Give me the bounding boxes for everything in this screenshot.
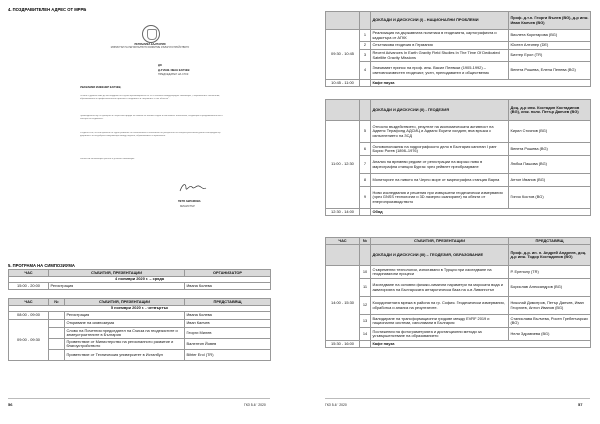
col-header-organizer: ОРГАНИЗАТОР bbox=[185, 270, 271, 277]
session-header-row bbox=[326, 245, 591, 266]
table-row bbox=[326, 174, 591, 187]
footer-divider bbox=[325, 398, 590, 399]
footer-divider bbox=[8, 398, 270, 399]
program-table-day1 bbox=[8, 269, 271, 290]
table-row bbox=[326, 50, 591, 62]
table-row bbox=[326, 315, 591, 328]
row-presenter: Георги Милев bbox=[185, 328, 271, 339]
table-row bbox=[326, 121, 591, 143]
row-number: 1 bbox=[360, 30, 371, 42]
col-header-time: ЧАС bbox=[9, 299, 49, 306]
letter-salutation: УВАЖАЕМИ ИНЖЕНЕР КАЛЧЕВ, bbox=[80, 86, 122, 89]
col-header-presenter: ПРЕДСТАВЯЩ bbox=[509, 238, 591, 245]
row-event: Координатната мрежа в района на гр. София. Геодезически измервания, обработка и анализ на резултатите. bbox=[371, 297, 509, 315]
table-row bbox=[326, 297, 591, 315]
row-event: Постижения на фотограметрията и дистанционни методи за усъвършенстване на образованието bbox=[371, 328, 509, 341]
row-event: Recent Advances In Earth Gravity Field Studies In The Time Of Dedicated Satellite Gravity Missions bbox=[371, 50, 509, 62]
row-number: 9 bbox=[360, 187, 371, 209]
row-presenter: Виолета Коритарова (BG) bbox=[509, 30, 591, 42]
table-row bbox=[326, 187, 591, 209]
session-chairs: Доц. д-р инж. Костадин Костадинов (BG), инж. полк. Петър Данчев (BG) bbox=[509, 100, 591, 121]
row-presenter: Гинчо Костов (BG) bbox=[509, 187, 591, 209]
table-row bbox=[9, 312, 271, 320]
row-presenter: Нели Здравчева (BG) bbox=[509, 328, 591, 341]
session-chairs: Проф. д-р. ин. н. Андрей Андреев, доц. д-р инж. Тодор Костадинов (BG) bbox=[509, 245, 591, 266]
table-header-row bbox=[9, 299, 271, 306]
section-5-title: 5. ПРОГРАМА НА СИМПОЗИУМА bbox=[8, 263, 75, 268]
row-event: Слово на Почетния председател на Съюза на геодезистите и земеустроителите в България bbox=[65, 328, 185, 339]
row-number: 6 bbox=[360, 143, 371, 156]
row-event: Относно въздействието, резултат на икономическата активност на Адвенс Терафонд АДСИЦ и Адванс Екуити холдинг, във връзка с изпълнението на ЗСД bbox=[371, 121, 509, 143]
row-number: 8 bbox=[360, 174, 371, 187]
section-4-title: 4. ПОЗДРАВИТЕЛЕН АДРЕС ОТ МРРБ bbox=[8, 7, 87, 12]
table-row bbox=[9, 328, 271, 339]
row-presenter: Венета Рошева (BG) bbox=[509, 143, 591, 156]
table-row bbox=[326, 42, 591, 50]
row-time: 10:45 - 11:00 bbox=[326, 80, 360, 87]
break-label: Обяд bbox=[371, 209, 591, 216]
row-number: 14 bbox=[360, 328, 371, 341]
congratulation-letter bbox=[62, 22, 238, 232]
letter-signer-title: МИНИСТЪР bbox=[180, 205, 195, 208]
table-header-row bbox=[9, 270, 271, 277]
col-header-time: ЧАС bbox=[9, 270, 49, 277]
col-header-events: СЪБИТИЯ, ПРЕЗЕНТАЦИИ bbox=[49, 270, 185, 277]
row-presenter: Любка Пашова (BG) bbox=[509, 156, 591, 174]
col-header-events: СЪБИТИЯ, ПРЕЗЕНТАЦИИ bbox=[371, 238, 509, 245]
row-presenter: Венета Рошева, Елена Пенева (BG) bbox=[509, 62, 591, 80]
row-number: 11 bbox=[360, 279, 371, 297]
row-event: Регистрация bbox=[49, 283, 185, 290]
row-event: Съвременни технологии, използвани в Турция при изследване на геодинамични процеси bbox=[371, 266, 509, 279]
row-presenter: Юсеел Алтинер (DE) bbox=[509, 42, 591, 50]
right-page bbox=[300, 0, 600, 424]
session-chairs: Проф. д.т.н. Георги Вълев (BG), д-р инж. Иван Калчев (BG) bbox=[509, 12, 591, 30]
row-time: 08:00 - 09:00 bbox=[9, 312, 49, 320]
letter-paragraph: Убедена съм, че във времето на бурно развитие на технологиите и засилване на употребата на геопространствени данни този форум ще допринесе за по-добрата комуникация между науката, образованието и практиката. bbox=[80, 132, 221, 137]
table-row bbox=[9, 283, 271, 290]
row-presenter: Николай Димитров, Петър Данчев, Иван Георгиев, Антон Иванов (BG) bbox=[509, 297, 591, 315]
row-number: 12 bbox=[360, 297, 371, 315]
letter-signer-name: ПЕТЯ АВРАМОВА bbox=[178, 200, 201, 203]
letter-to: ДО bbox=[158, 64, 162, 67]
coat-of-arms-icon bbox=[142, 25, 160, 43]
program-table-session1 bbox=[325, 11, 591, 87]
row-event: Валидиране на трансформационни гридове между EVRF 2019 и национални системи, използвани в България bbox=[371, 315, 509, 328]
table-row bbox=[326, 279, 591, 297]
row-number: 13 bbox=[360, 315, 371, 328]
session-header-row bbox=[326, 100, 591, 121]
table-row bbox=[326, 266, 591, 279]
row-time: 12:30 - 14:00 bbox=[326, 209, 360, 216]
row-time: 09:30 - 10:45 bbox=[326, 30, 360, 80]
page-number: 56 bbox=[8, 402, 13, 407]
row-time: 14:00 - 15:30 bbox=[326, 266, 360, 341]
table-row bbox=[326, 62, 591, 80]
row-presenter: Борислав Александров (BG) bbox=[509, 279, 591, 297]
letter-ministry-line2: МИНИСТЪР НА РЕГИОНАЛНОТО РАЗВИТИЕ И БЛАГОУСТРОЙСТВОТО bbox=[110, 47, 190, 49]
break-row bbox=[326, 209, 591, 216]
row-event: Приветствие от Министерство на регионалното развитие и благоустройството bbox=[65, 339, 185, 350]
table-row bbox=[326, 328, 591, 341]
row-presenter: Ивана Колева bbox=[185, 312, 271, 320]
col-header-number: № bbox=[360, 238, 371, 245]
program-table-session2 bbox=[325, 99, 591, 216]
row-presenter: Иван Калчев bbox=[185, 320, 271, 328]
letter-paragraph: За мен е удоволствие да Ви поздравя по случай организирането на XXX юбилеен международен симпозиум „Съвременните технологии, образованието и професионалната практика в геодезията и свързаните с нея области“. bbox=[80, 95, 220, 100]
row-presenter: Бихтер Ерол (TR) bbox=[509, 50, 591, 62]
col-header-number: № bbox=[49, 299, 65, 306]
page-number: 57 bbox=[578, 402, 583, 407]
letter-ministry-line1: РЕПУБЛИКА БЪЛГАРИЯ bbox=[134, 43, 166, 46]
letter-paragraph: Провеждането му се превърна в съществен форум за обмяна на знания и идеи в най-новите технологии, тенденции и предизвикателства в сектора на геодезията. bbox=[80, 115, 223, 120]
row-event: Изследване на основни физико-химични параметри на морската вода и акваторията на Българската антарктическа база на о-в Ливингстън bbox=[371, 279, 509, 297]
row-event: Регистрация bbox=[65, 312, 185, 320]
row-number: 5 bbox=[360, 121, 371, 143]
row-event: Мониторинг на нивото на Черно море от мареографна станция Варна bbox=[371, 174, 509, 187]
magazine-issue: ГКЗ 5-6 ' 2020 bbox=[244, 402, 266, 407]
row-event: Значимият принос на проф. инж. Васил Пеевски (1905-1992) – световноизвестен геодезист, учен, преподавател и общественик bbox=[371, 62, 509, 80]
row-time: 11:00 - 12:30 bbox=[326, 121, 360, 209]
session-title: ДОКЛАДИ И ДИСКУСИИ (I) - НАЦИОНАЛНИ ПРОБЛЕМИ bbox=[371, 12, 509, 30]
row-presenter: Валентин Йовев bbox=[185, 339, 271, 350]
table-row bbox=[9, 320, 271, 328]
break-row bbox=[326, 341, 591, 348]
table-row bbox=[326, 156, 591, 174]
row-presenter: Р. Еренолу (TR) bbox=[509, 266, 591, 279]
break-label: Кафе пауза bbox=[371, 341, 591, 348]
row-presenter: Станислава Вълчева, Росен Гребенчарски (BG) bbox=[509, 315, 591, 328]
row-time: 15:30 - 16:00 bbox=[326, 341, 360, 348]
col-header-events: СЪБИТИЯ, ПРЕЗЕНТАЦИИ bbox=[65, 299, 185, 306]
break-label: Кафе пауза bbox=[371, 80, 591, 87]
row-organizer: Ивана Колева bbox=[185, 283, 271, 290]
letter-recipient-name: Д-Р ИНЖ. ИВАН КАЛЧЕВ bbox=[158, 69, 190, 72]
row-presenter: Bihter Erol (TR) bbox=[185, 350, 271, 361]
table-row bbox=[9, 350, 271, 361]
row-time: 09:00 - 09:30 bbox=[9, 320, 49, 361]
table-row bbox=[326, 30, 591, 42]
date-label: 4 ноември 2020 г. – сряда bbox=[9, 277, 271, 283]
col-header-time: ЧАС bbox=[326, 238, 360, 245]
session-title: ДОКЛАДИ И ДИСКУСИИ (III) – ГЕОДЕЗИЯ, ОБРАЗОВАНИЕ bbox=[371, 245, 509, 266]
row-number: 2 bbox=[360, 42, 371, 50]
row-number: 3 bbox=[360, 50, 371, 62]
table-header-row bbox=[326, 238, 591, 245]
table-row bbox=[326, 143, 591, 156]
row-number: 10 bbox=[360, 266, 371, 279]
program-table-session3 bbox=[325, 237, 591, 348]
row-number: 7 bbox=[360, 156, 371, 174]
date-label: 5 ноември 2020 г. - четвъртък bbox=[9, 306, 271, 312]
session-header-row bbox=[326, 12, 591, 30]
row-event: Анализ на времеви редове от регистрации на морско ниво в мареографна станция Бургас чрез уейвлет преобразуване bbox=[371, 156, 509, 174]
row-time: 15:00 - 20:00 bbox=[9, 283, 49, 290]
letter-paragraph: Желая Ви ползотворна работа и успешен симпозиум! bbox=[80, 158, 135, 160]
row-event: Спътникова геодезия в Германия bbox=[371, 42, 509, 50]
row-event: Откриване на симпозиума bbox=[65, 320, 185, 328]
col-header-presenter: ПРЕДСТАВЯЩ bbox=[185, 299, 271, 306]
session-title: ДОКЛАДИ И ДИСКУСИИ (II) - ГЕОДЕЗИЯ bbox=[371, 100, 509, 121]
table-row bbox=[9, 339, 271, 350]
magazine-issue: ГКЗ 5-6 ' 2020 bbox=[325, 402, 347, 407]
break-row bbox=[326, 80, 591, 87]
program-table-day2 bbox=[8, 298, 271, 361]
row-presenter: Кирил Стоянов (BG) bbox=[509, 121, 591, 143]
row-event: Нови изследвания и решения при извършени геодезически измервания (чрез GNSS технологии и 3D лазерно сканиране) на обекти от енергопроизводството bbox=[371, 187, 509, 209]
letter-recipient-title: ПРЕДСЕДАТЕЛ НА СГКК bbox=[158, 73, 189, 76]
row-number: 4 bbox=[360, 62, 371, 80]
signature-icon bbox=[178, 182, 208, 194]
row-event: Реализация на държавната политика в геодезията, картографията и кадастъра от АГКК bbox=[371, 30, 509, 42]
row-event: Основоположник на хидрографското дело в България капитан I ранг Борис Рогев (1898–1976) bbox=[371, 143, 509, 156]
row-event: Приветствие от Техническия университет в Истанбул bbox=[65, 350, 185, 361]
row-presenter: Антон Иванов (BG) bbox=[509, 174, 591, 187]
